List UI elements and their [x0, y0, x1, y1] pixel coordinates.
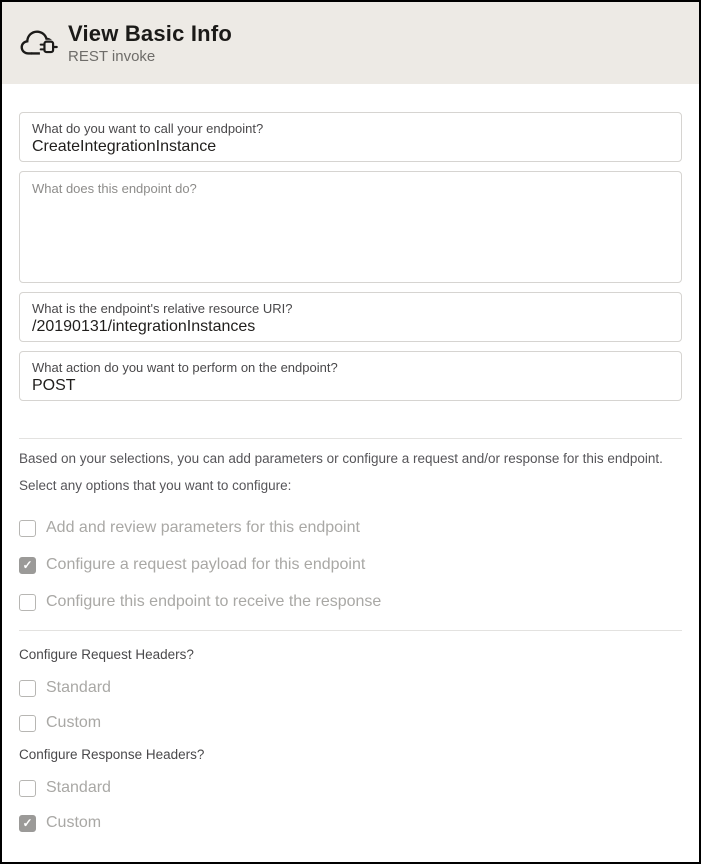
checkbox-label: Standard — [46, 679, 111, 697]
checkbox-row-response-custom[interactable] — [19, 814, 682, 832]
endpoint-uri-field[interactable] — [19, 292, 682, 342]
endpoint-uri-label: What is the endpoint's relative resource URI? — [32, 301, 293, 316]
checkbox-label: Add and review parameters for this endpoint — [46, 519, 360, 537]
checkbox-row-configure-receive-response[interactable] — [19, 593, 682, 611]
checkbox-row-request-custom[interactable] — [19, 714, 682, 732]
page-title: View Basic Info — [68, 20, 232, 46]
endpoint-name-input[interactable] — [32, 138, 669, 156]
checkbox-row-configure-request-payload[interactable] — [19, 556, 682, 574]
dialog-header — [2, 2, 699, 84]
endpoint-action-label: What action do you want to perform on the endpoint? — [32, 360, 338, 375]
checkbox-request-custom[interactable] — [19, 715, 36, 732]
request-headers-group — [19, 647, 682, 732]
request-headers-label: Configure Request Headers? — [19, 647, 194, 663]
options-prompt-text: Select any options that you want to configure: — [19, 478, 292, 494]
endpoint-name-field[interactable] — [19, 112, 682, 162]
checkbox-row-request-standard[interactable] — [19, 679, 682, 697]
checkbox-add-review-parameters[interactable] — [19, 520, 36, 537]
checkbox-row-response-standard[interactable] — [19, 779, 682, 797]
endpoint-description-field[interactable] — [19, 171, 682, 283]
endpoint-name-label: What do you want to call your endpoint? — [32, 121, 264, 136]
checkbox-label: Configure this endpoint to receive the response — [46, 593, 382, 611]
endpoint-action-field[interactable] — [19, 351, 682, 401]
checkbox-request-standard[interactable] — [19, 680, 36, 697]
checkbox-label: Custom — [46, 814, 102, 832]
checkbox-row-add-review-parameters[interactable] — [19, 519, 682, 537]
checkbox-response-standard[interactable] — [19, 780, 36, 797]
page-subtitle: REST invoke — [68, 48, 156, 66]
response-headers-group — [19, 747, 682, 832]
endpoint-description-input[interactable] — [32, 181, 669, 273]
endpoint-uri-input[interactable] — [32, 318, 669, 336]
options-checkbox-group — [19, 519, 682, 611]
rest-invoke-cloud-plug-icon — [18, 24, 60, 62]
checkbox-response-custom[interactable] — [19, 815, 36, 832]
section-divider — [19, 630, 682, 631]
section-divider — [19, 438, 682, 439]
checkbox-label: Configure a request payload for this endpoint — [46, 556, 366, 574]
options-intro-text: Based on your selections, you can add parameters or configure a request and/or response for this endpoint. — [19, 451, 663, 466]
dialog-body — [2, 84, 699, 832]
response-headers-label: Configure Response Headers? — [19, 747, 205, 763]
checkbox-configure-receive-response[interactable] — [19, 594, 36, 611]
endpoint-action-input[interactable] — [32, 377, 669, 395]
checkbox-label: Standard — [46, 779, 111, 797]
checkbox-label: Custom — [46, 714, 102, 732]
checkbox-configure-request-payload[interactable] — [19, 557, 36, 574]
